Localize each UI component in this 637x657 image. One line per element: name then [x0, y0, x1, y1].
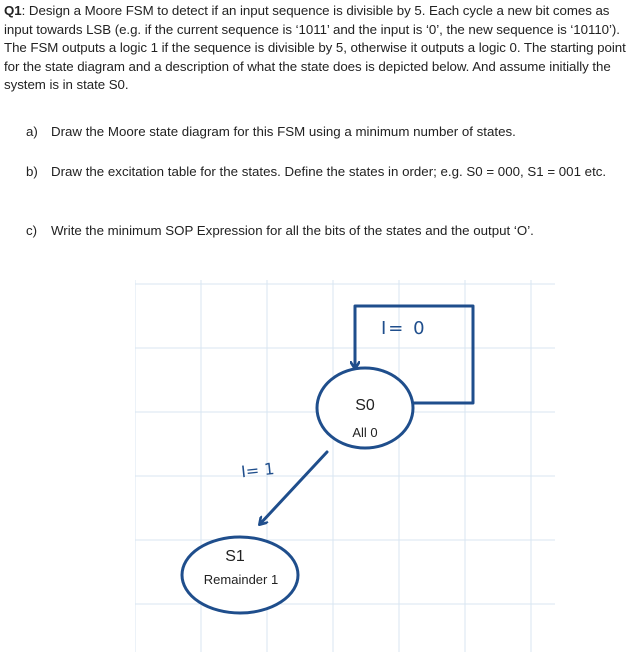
part-b-text: Draw the excitation table for the states. Define the states in order; e.g. S0 = 000, S1 = 001 etc. — [51, 164, 607, 179]
question-number: Q1 — [4, 3, 22, 18]
state-s1-description: Remainder 1 — [203, 572, 279, 587]
state-s0-description: All 0 — [352, 425, 378, 440]
part-a-letter: a) — [26, 124, 38, 139]
self-loop-label: I= 0 — [381, 318, 427, 339]
part-b-letter: b) — [26, 164, 38, 179]
transition-label-s0-s1: I= 1 — [240, 459, 276, 482]
part-c-letter: c) — [26, 223, 38, 238]
state-s1-name: S1 — [225, 548, 245, 565]
state-s0-name: S0 — [355, 397, 375, 414]
question-text — [4, 2, 632, 95]
part-a-text: Draw the Moore state diagram for this FSM using a minimum number of states. — [51, 124, 516, 139]
part-c-text: Write the minimum SOP Expression for all the bits of the states and the output ‘O’. — [51, 223, 534, 238]
question-body: : Design a Moore FSM to detect if an input sequence is divisible by 5. Each cycle a new bit comes as input towards LSB (e.g. if the current sequence is ‘1011’ and the input is ‘0’, the new sequence is ‘10110’). The FSM outputs a logic 1 if the sequence is divisible by 5, otherwise it outputs a logic 0. The starting point for the state diagram and a description of what the state does is depicted below. And assume initially the system is in state S0. — [4, 3, 626, 93]
state-diagram — [135, 280, 555, 652]
